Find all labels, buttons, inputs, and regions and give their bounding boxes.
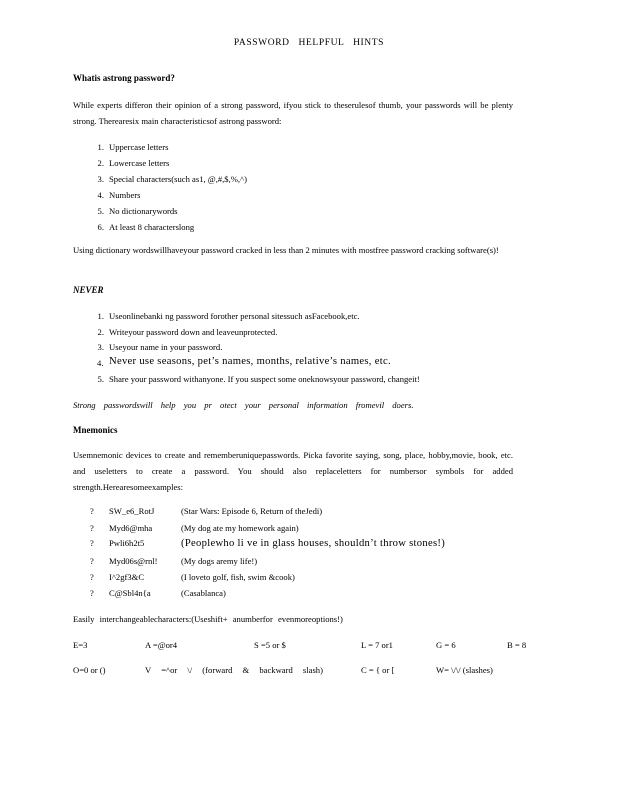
dictionary-warning: Using dictionary wordswillhaveyour password cracked in less than 2 minutes with mostfree password cracking software(s)! [73, 245, 499, 255]
substitution-item: G = 6 [436, 640, 456, 650]
substitution-item: S =5 or $ [254, 640, 286, 650]
substitution-item: E=3 [73, 640, 88, 650]
heading-strong-password: Whatis astrong password? [73, 73, 175, 83]
substitution-item: B = 8 [507, 640, 527, 650]
substitution-item: W= \/\/ (slashes) [436, 665, 493, 675]
heading-never: NEVER [73, 285, 104, 295]
strong-passwords-note: Strong passwordswill help you pr otect your personal information fromevil doers. [73, 400, 414, 410]
heading-mnemonics: Mnemonics [73, 425, 118, 435]
substitution-item: C = { or [ [361, 665, 395, 675]
substitution-item: O=0 or () [73, 665, 106, 675]
interchange-note: Easily interchangeablecharacters:(Useshift+ anumberfor evenmoreoptions!) [73, 614, 343, 624]
mnemonics-paragraph: Usemnemonic devices to create and rememberuniquepasswords. Picka favorite saying, song, place, hobby,movie, book, etc. and useletters to create a password. You should also replaceletters for numbersor symbols for added strength.Herearesomeexamples: [73, 450, 513, 492]
substitution-item: A =@or4 [145, 640, 178, 650]
substitution-item: L = 7 or1 [361, 640, 393, 650]
page-title: PASSWORD HELPFUL HINTS [233, 38, 385, 48]
substitution-item: V =^or \/ (forward & backward slash) [145, 665, 323, 675]
intro-paragraph: While experts differon their opinion of a strong password, ifyou stick to theserulesof thumb, your passwords will be plenty strong. Therearesix main characteristicsof astrong password: [73, 100, 513, 126]
